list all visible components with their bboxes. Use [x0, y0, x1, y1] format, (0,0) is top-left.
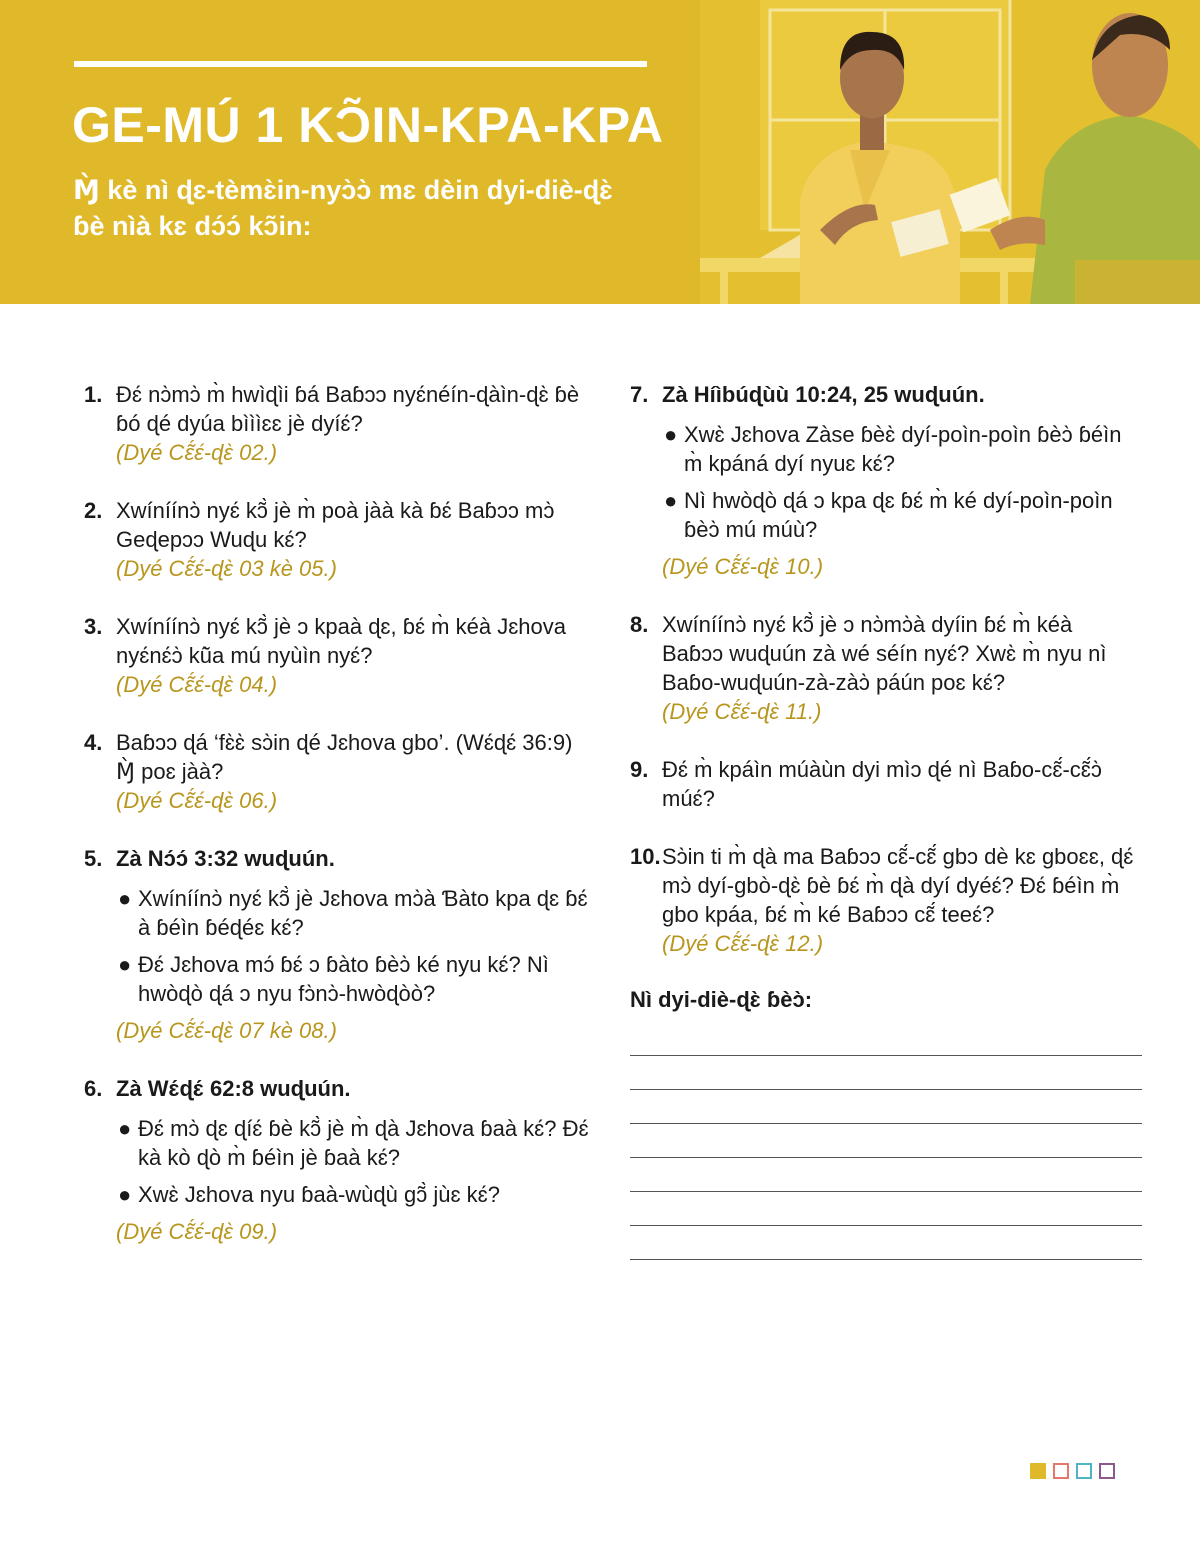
page-indicator-filled-square [1030, 1463, 1046, 1479]
question-3 [84, 612, 594, 699]
note-line[interactable] [630, 1225, 1142, 1226]
question-number: 8. [630, 612, 649, 637]
header-banner [0, 0, 1200, 304]
bullet-item [662, 486, 1135, 544]
paragraph-reference: (Dyé Cɛ̃́ɛ́-ɖɛ̀ 09.) [116, 1219, 278, 1244]
bullet-text: Nì hwòɖò ɖá ɔ kpa ɖɛ ɓɛ́ m̀ ké dyí-poìn-poìn ɓèɔ̀ mú múù? [684, 488, 1113, 542]
bullet-item [116, 1180, 594, 1209]
scripture-instruction: Zà Nɔ́ɔ́ 3:32 wuɖuún. [116, 846, 335, 871]
page-indicator-square [1076, 1463, 1092, 1479]
bullet-text: Ɖɛ́ mɔ̀ ɖɛ ɖíɛ́ ɓè kɔ̃̀ jè m̀ ɖà Jɛhova ɓaà kɛ́? Ɖɛ́ kà kò ɖò m̀ ɓéìn jè ɓaà kɛ́? [138, 1116, 589, 1170]
questions-left-column [84, 380, 594, 1275]
question-number: 4. [84, 730, 103, 755]
question-8 [630, 610, 1135, 726]
bullet-item [662, 420, 1135, 478]
question-9 [630, 755, 1135, 813]
question-6 [84, 1074, 594, 1246]
bullet-icon: ● [118, 952, 132, 977]
notes-label: Nì dyi-diè-ɖɛ̀ ɓèɔ̀: [630, 987, 813, 1012]
question-number: 6. [84, 1076, 103, 1101]
header-rule [74, 61, 647, 67]
question-1 [84, 380, 594, 467]
question-number: 3. [84, 614, 103, 639]
notes-section [630, 987, 1135, 1260]
question-4 [84, 728, 594, 815]
question-number: 1. [84, 382, 103, 407]
page-title: GE-MÚ 1 KƆ̃IN-KPA-KPA [72, 97, 664, 153]
note-line[interactable] [630, 1157, 1142, 1158]
question-text: Ɖɛ́ nɔ̀mɔ̀ m̀ hwìɖìi ɓá Baɓɔɔ nyɛ́néín-ɖàìn-ɖɛ̀ ɓè ɓó ɖé dyúa bìììɛɛ jè dyíɛ́? [116, 382, 580, 436]
bullet-list [662, 420, 1135, 544]
question-number: 5. [84, 846, 103, 871]
scripture-instruction: Zà Wɛ́ɖɛ́ 62:8 wuɖuún. [116, 1076, 351, 1101]
question-text: Xwíníínɔ̀ nyɛ́ kɔ̃̀ jè m̀ poà jàà kà ɓɛ́ Baɓɔɔ mɔ̀ Geɖepɔɔ Wuɖu kɛ́? [116, 498, 555, 552]
bullet-list [116, 884, 594, 1008]
bullet-item [116, 884, 594, 942]
bullet-item [116, 950, 594, 1008]
bullet-icon: ● [118, 1116, 132, 1141]
question-text: Xwíníínɔ̀ nyɛ́ kɔ̃̀ jè ɔ nɔ̀mɔ̀à dyíin ɓɛ́ m̀ kéà Baɓɔɔ wuɖuún zà wé séín nyɛ́? Xwɛ̀ m̀ nyu nì Baɓo-wuɖuún-zà-zàɔ̀ páún poɛ kɛ́? [662, 612, 1107, 695]
bullet-icon: ● [664, 488, 678, 513]
paragraph-reference: (Dyé Cɛ̃́ɛ́-ɖɛ̀ 12.) [662, 931, 824, 956]
paragraph-reference: (Dyé Cɛ̃́ɛ́-ɖɛ̀ 02.) [116, 440, 278, 465]
note-line[interactable] [630, 1123, 1142, 1124]
question-number: 10. [630, 844, 661, 869]
question-number: 9. [630, 757, 649, 782]
page-indicator-square [1053, 1463, 1069, 1479]
bullet-item [116, 1114, 594, 1172]
question-text: Ɖɛ́ m̀ kpáìn múàùn dyi mìɔ ɖé nì Baɓo-cɛ̃́-cɛ̃́ɔ̀ múɛ́? [662, 757, 1102, 811]
bullet-list [116, 1114, 594, 1209]
note-line[interactable] [630, 1191, 1142, 1192]
bullet-icon: ● [664, 422, 678, 447]
bullet-text: Xwɛ̀ Jɛhova Zàse ɓèɛ̀ dyí-poìn-poìn ɓèɔ̀ ɓéìn m̀ kpáná dyí nyuɛ kɛ́? [684, 422, 1122, 476]
page-indicator-square [1099, 1463, 1115, 1479]
paragraph-reference: (Dyé Cɛ̃́ɛ́-ɖɛ̀ 07 kè 08.) [116, 1018, 337, 1043]
question-text: Sɔ̀in ti m̀ ɖà ma Baɓɔɔ cɛ̃́-cɛ̃́ gbɔ dè kɛ gboɛɛ, ɖɛ́ mɔ̀ dyí-gbò-ɖɛ̀ ɓè ɓɛ́ m̀ ɖà dyí dyéɛ́? Ɖɛ́ ɓéìn m̀ gbo kpáa, ɓɛ́ m̀ ké Baɓɔɔ cɛ̃́ teeɛ́? [662, 844, 1134, 927]
note-line[interactable] [630, 1089, 1142, 1090]
question-text: Xwíníínɔ̀ nyɛ́ kɔ̃̀ jè ɔ kpaà ɖɛ, ɓɛ́ m̀ kéà Jɛhova nyɛ́nɛ́ɔ̀ kũ̀a mú nyùìn nyɛ́? [116, 614, 566, 668]
bullet-text: Xwíníínɔ̀ nyɛ́ kɔ̃̀ jè Jɛhova mɔ̀à Ɓàto kpa ɖɛ ɓɛ́ à ɓéìn ɓéɖéɛ kɛ́? [138, 886, 588, 940]
study-illustration [700, 0, 1200, 304]
paragraph-reference: (Dyé Cɛ̃́ɛ́-ɖɛ̀ 06.) [116, 788, 278, 813]
paragraph-reference: (Dyé Cɛ̃́ɛ́-ɖɛ̀ 11.) [662, 699, 822, 724]
note-line[interactable] [630, 1259, 1142, 1260]
question-10 [630, 842, 1135, 958]
bullet-text: Xwɛ̀ Jɛhova nyu ɓaà-wùɖù gɔ̃̀ jùɛ kɛ́? [138, 1182, 500, 1207]
scripture-instruction: Zà Híìbúɖùù 10:24, 25 wuɖuún. [662, 382, 985, 407]
question-2 [84, 496, 594, 583]
question-number: 2. [84, 498, 103, 523]
paragraph-reference: (Dyé Cɛ̃́ɛ́-ɖɛ̀ 10.) [662, 554, 824, 579]
page-subtitle: Ɱ̀ kè nì ɖɛ-tèmɛ̀in-nyɔ̀ɔ̀ mɛ dèin dyi-diè-ɖɛ̀ ɓè nìà kɛ dɔ́ɔ́ kɔ̃in: [73, 175, 613, 241]
bullet-icon: ● [118, 886, 132, 911]
questions-right-column [630, 380, 1135, 1293]
question-5 [84, 844, 594, 1045]
question-number: 7. [630, 382, 649, 407]
bullet-text: Ɖɛ́ Jɛhova mɔ́ ɓɛ́ ɔ ɓàto ɓèɔ̀ ké nyu kɛ́? Nì hwòɖò ɖá ɔ nyu fɔ̀nɔ̀-hwòɖòò? [138, 952, 549, 1006]
question-7 [630, 380, 1135, 581]
bullet-icon: ● [118, 1182, 132, 1207]
paragraph-reference: (Dyé Cɛ̃́ɛ́-ɖɛ̀ 04.) [116, 672, 278, 697]
question-text: Baɓɔɔ ɖá ‘fɛ̀ɛ̀ sɔ̀in ɖé Jɛhova gbo’. (Wɛ́ɖɛ́ 36:9) Ɱ̀ poɛ jàà? [116, 730, 573, 784]
note-line[interactable] [630, 1055, 1142, 1056]
page-indicator [1030, 1463, 1115, 1479]
paragraph-reference: (Dyé Cɛ̃́ɛ́-ɖɛ̀ 03 kè 05.) [116, 556, 337, 581]
